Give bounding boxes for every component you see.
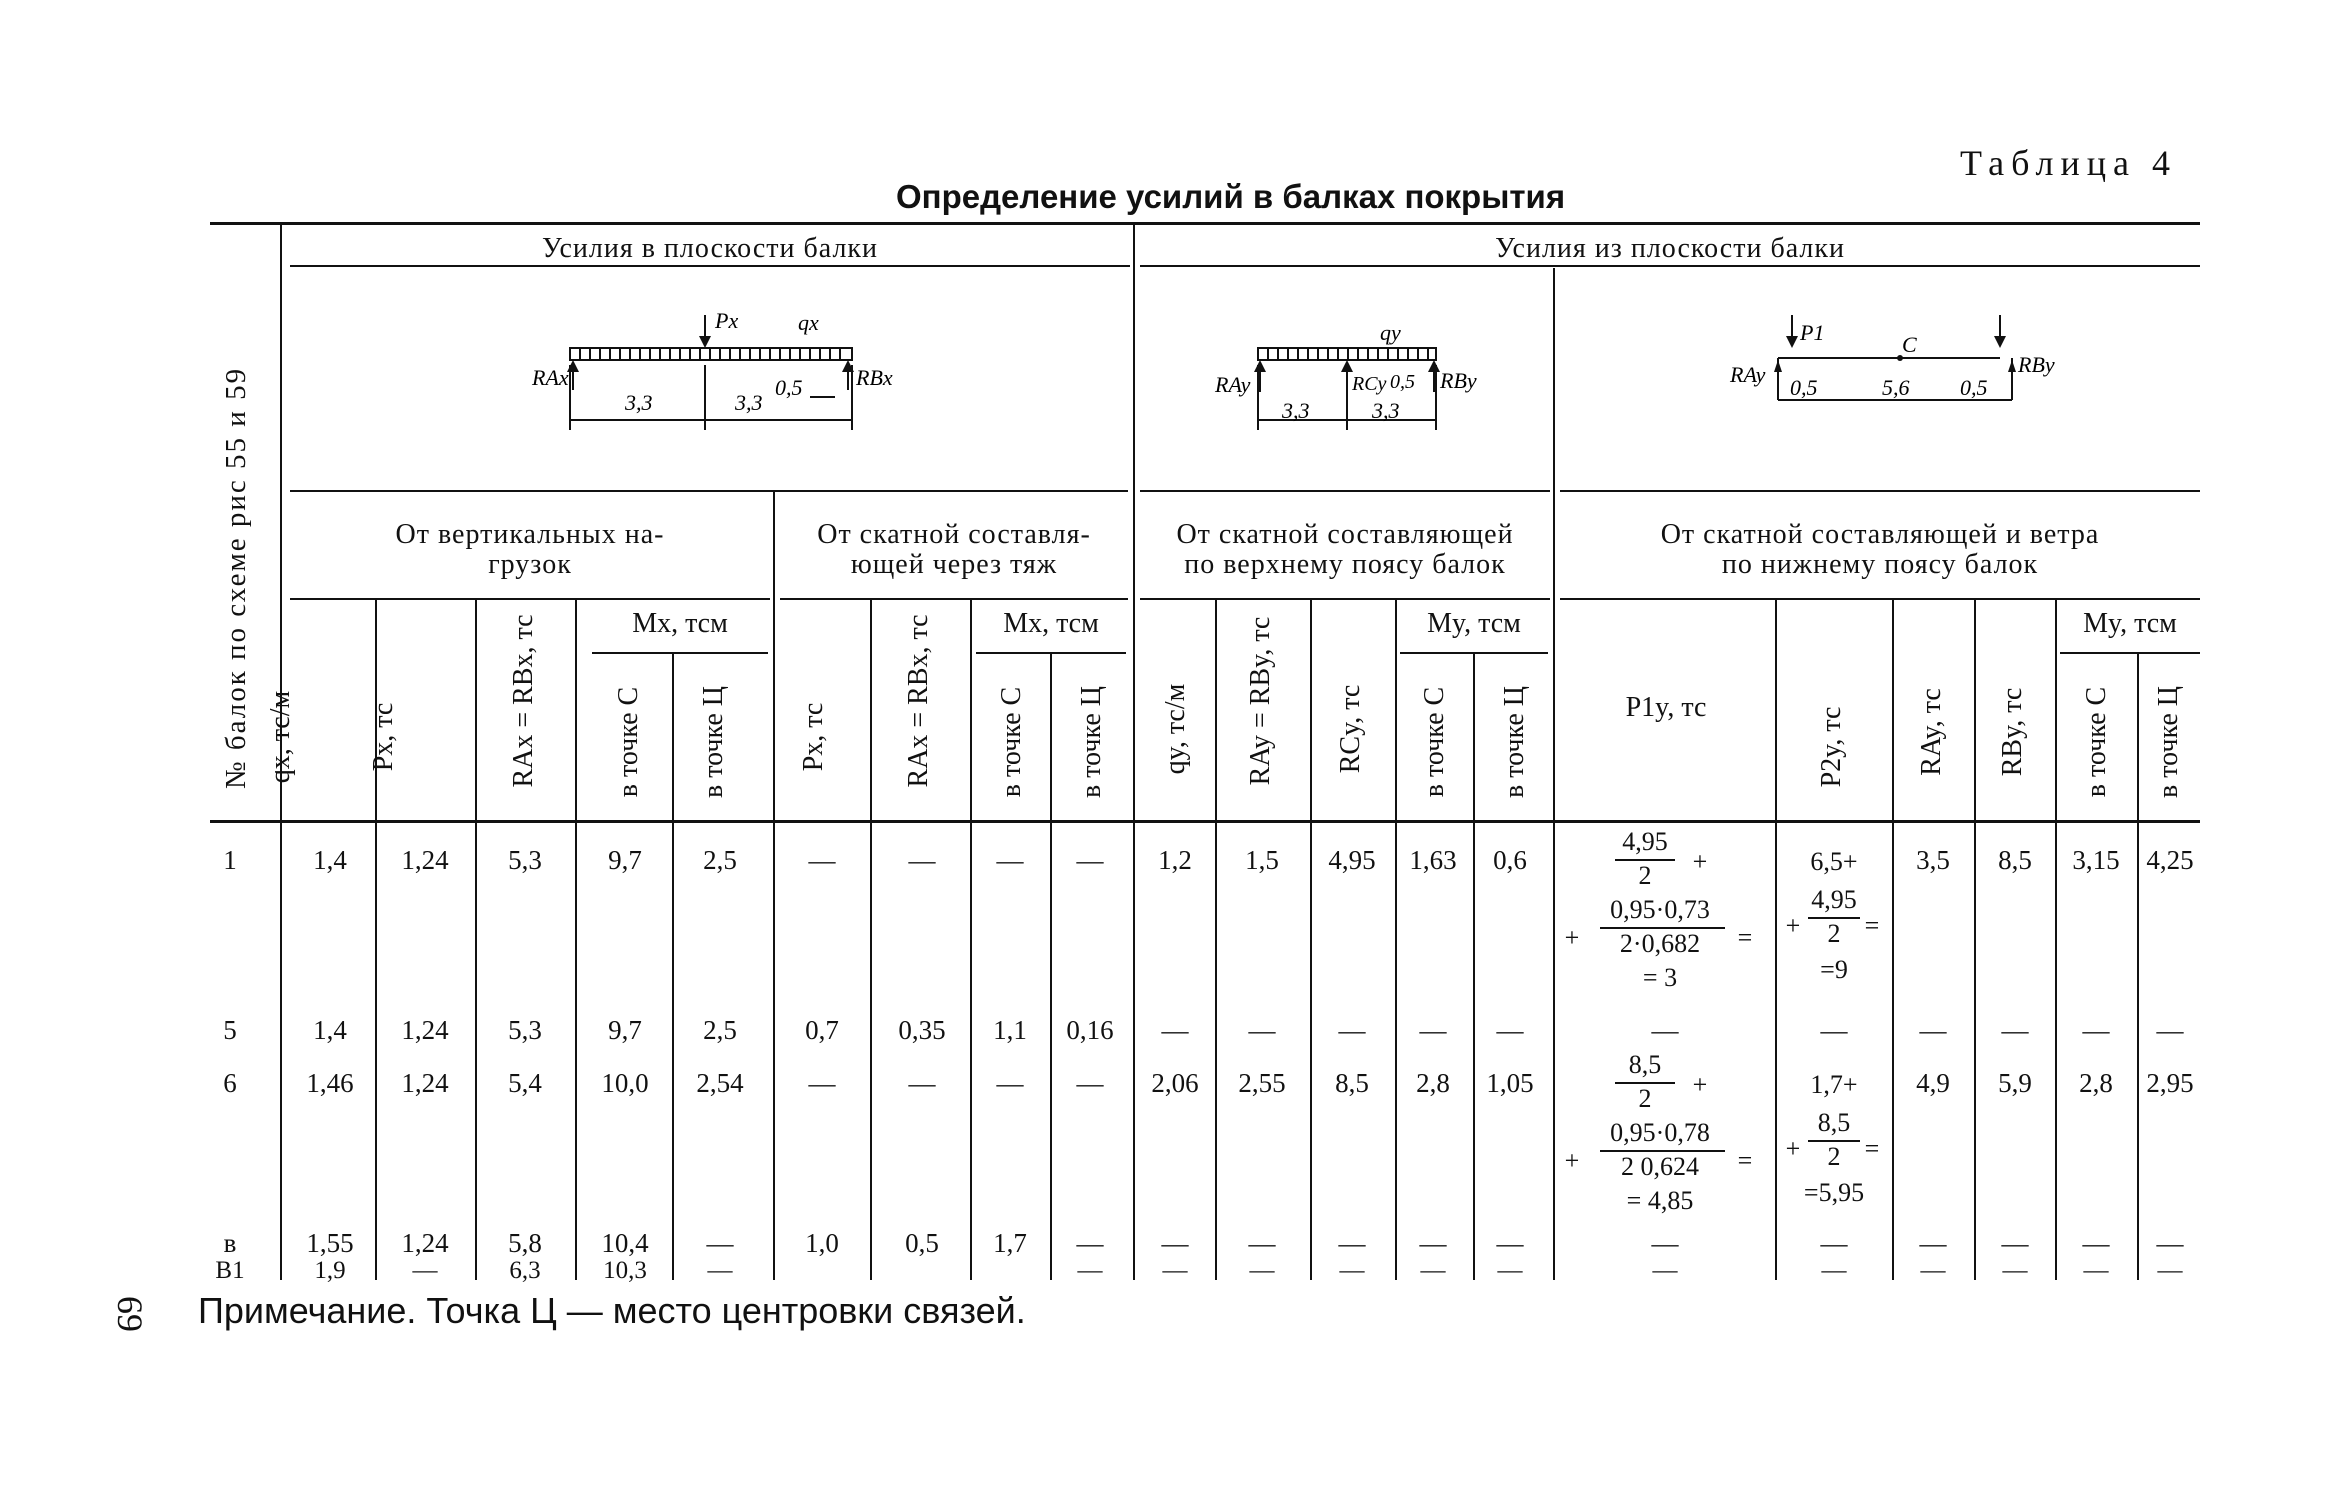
table-cell: — [1248, 1015, 1276, 1045]
table-cell: 2,55 [1238, 1068, 1286, 1098]
table-cell: — [1076, 845, 1104, 875]
table-cell: 0,5 [905, 1228, 939, 1258]
table-cell: 5,3 [508, 1015, 542, 1045]
table-cell: — [707, 1257, 733, 1284]
table-cell: — [2156, 1228, 2184, 1258]
table-cell: — [706, 1228, 734, 1258]
table-cell: — [1076, 1228, 1104, 1258]
header-point-c-2: в точке С [996, 686, 1027, 798]
header-mx-2: Mx, тсм [1003, 608, 1099, 639]
row-id: 5 [223, 1015, 237, 1045]
subgroup-line: От скатной составляющей и ветра [1660, 519, 2100, 550]
table-cell: 8,5 [1998, 845, 2032, 875]
table-cell: 1,2 [1158, 845, 1192, 875]
subgroup-line: ющей через тяж [850, 549, 1058, 580]
table-cell: 1,5 [1245, 845, 1279, 875]
subgroup-slope-tie [780, 520, 1128, 580]
fraction-result: = 3 [1642, 963, 1678, 992]
label-dim1: 0,5 [1790, 375, 1818, 400]
table-cell: 10,0 [601, 1068, 649, 1098]
table-cell: — [1919, 1228, 1947, 1258]
subgroup-vertical [290, 520, 770, 580]
beam-diagram-out-plane-1 [1140, 300, 1550, 460]
fraction-denominator: 2·0,682 [1619, 929, 1701, 958]
table-cell: 5,3 [508, 845, 542, 875]
table-cell: — [1920, 1257, 1946, 1284]
label-c: C [1902, 332, 1917, 357]
table-cell: — [2083, 1257, 2109, 1284]
operator: = [1737, 923, 1753, 952]
table-cell: 2,06 [1151, 1068, 1199, 1098]
row-id: 6 [223, 1068, 237, 1098]
label-dim3: 0,5 [775, 375, 803, 400]
table-cell: 5,9 [1998, 1068, 2032, 1098]
table-cell: 2,5 [703, 845, 737, 875]
table-title: Определение усилий в балках покрытия [896, 178, 1566, 215]
table-cell: — [1919, 1015, 1947, 1045]
label-dim2: 3,3 [1372, 398, 1400, 423]
table-cell: — [1820, 1015, 1848, 1045]
page-number: 69 [110, 1296, 150, 1332]
label-px: Px [715, 308, 739, 333]
table-cell: 2,5 [703, 1015, 737, 1045]
table-cell: — [2157, 1257, 2183, 1284]
table-cell: 1,05 [1486, 1068, 1534, 1098]
label-ray: RAy [1215, 372, 1251, 397]
fraction-numerator: 4,95 [1811, 885, 1857, 914]
table-cell: — [1651, 1228, 1679, 1258]
beam-diagram-in-plane [290, 300, 1130, 460]
table-cell: 8,5 [1335, 1068, 1369, 1098]
table-cell: — [1161, 1015, 1189, 1045]
table-cell: 9,7 [608, 845, 642, 875]
table-cell: 3,5 [1916, 845, 1950, 875]
table-cell: — [1496, 1015, 1524, 1045]
table-cell: 1,9 [314, 1257, 346, 1284]
table-cell: — [2082, 1015, 2110, 1045]
table-cell: 9,7 [608, 1015, 642, 1045]
fraction-denominator: 2 [1827, 1142, 1841, 1171]
table-cell: 1,24 [401, 1015, 449, 1045]
group-in-plane: Усилия в плоскости балки [541, 233, 879, 264]
table-cell: 1,24 [401, 1228, 449, 1258]
label-dim2: 3,3 [735, 390, 763, 415]
fraction-result: =5,95 [1803, 1178, 1865, 1207]
table-cell: — [1338, 1228, 1366, 1258]
table-cell: 1,46 [306, 1068, 354, 1098]
operator: = [1864, 911, 1880, 940]
subgroup-line: грузок [488, 549, 572, 580]
header-px-2: Px, тс [798, 702, 829, 772]
fraction-numerator: 0,95·0,78 [1610, 1118, 1710, 1147]
table-note: Примечание. Точка Ц — место центровки связей. [198, 1290, 1026, 1331]
subgroup-line: От скатной составляющей [1176, 519, 1514, 550]
table-cell: — [1651, 1015, 1679, 1045]
expression-text: 1,7+ [1810, 1070, 1858, 1099]
table-cell: — [996, 1068, 1024, 1098]
operator: = [1737, 1146, 1753, 1175]
fraction-numerator: 4,95 [1622, 827, 1668, 856]
header-mx-1: Mx, тсм [632, 608, 728, 639]
header-qy: qy, тс/м [1160, 683, 1191, 775]
label-rbx: RBx [856, 365, 893, 390]
table-cell: — [996, 845, 1024, 875]
table-cell: — [1162, 1257, 1188, 1284]
header-point-c-1: в точке С [613, 686, 644, 798]
table-cell: 10,3 [603, 1257, 647, 1284]
table-cell: 4,25 [2146, 845, 2194, 875]
table-cell: 4,95 [1328, 845, 1376, 875]
subgroup-slope-top [1140, 520, 1550, 580]
label-ray: RAy [1730, 362, 1766, 387]
fraction-denominator: 2 [1638, 1084, 1652, 1113]
header-point-c-4: в точке С [2081, 686, 2112, 798]
table-cell: — [1820, 1228, 1848, 1258]
table-cell: — [808, 845, 836, 875]
header-ra-rb-x-1: RAx = RBx, тс [508, 614, 539, 788]
fraction-denominator: 2 [1827, 919, 1841, 948]
table-cell: 1,55 [306, 1228, 354, 1258]
table-cell: 3,15 [2072, 845, 2120, 875]
table-cell: 2,95 [2146, 1068, 2194, 1098]
table-cell: — [1496, 1228, 1524, 1258]
header-qx: qx, тс/м [265, 690, 296, 784]
table-cell: — [908, 1068, 936, 1098]
table-cell: — [2001, 1015, 2029, 1045]
table-cell: 1,4 [313, 845, 347, 875]
operator: = [1864, 1134, 1880, 1163]
table-cell: 1,4 [313, 1015, 347, 1045]
table-cell: 4,9 [1916, 1068, 1950, 1098]
label-dim2: 5,6 [1882, 375, 1910, 400]
label-rby: RBy [1440, 368, 1477, 393]
header-ra-rb-x-2: RAx = RBx, тс [903, 614, 934, 788]
operator: + [1564, 923, 1580, 952]
row-id: 1 [223, 845, 237, 875]
header-p1y: P1y, тс [1625, 692, 1707, 723]
table-cell: 0,6 [1493, 845, 1527, 875]
table-cell: — [2156, 1015, 2184, 1045]
table-cell: 5,4 [508, 1068, 542, 1098]
table-cell: — [2082, 1228, 2110, 1258]
subgroup-line: От скатной составля- [817, 519, 1091, 550]
fraction-result: =9 [1820, 955, 1848, 984]
operator: + [1692, 1070, 1708, 1099]
label-rax: RAx [532, 365, 569, 390]
expression-text: 6,5+ [1810, 847, 1858, 876]
label-dim3: 0,5 [1390, 371, 1415, 393]
row-id: в [223, 1228, 237, 1258]
table-cell: — [1821, 1257, 1847, 1284]
header-ra-rb-y: RAy = RBy, тс [1245, 616, 1276, 786]
table-cell: — [1076, 1068, 1104, 1098]
header-point-ts-3: в точке Ц [1499, 686, 1530, 798]
table-cell: — [1497, 1257, 1523, 1284]
table-cell: — [1338, 1015, 1366, 1045]
label-p1: P1 [1800, 320, 1825, 345]
table-cell: — [1249, 1257, 1275, 1284]
table-cell: 0,7 [805, 1015, 839, 1045]
table-cell: — [908, 845, 936, 875]
header-my-2: My, тсм [2083, 608, 2177, 639]
table-cell: 2,8 [1416, 1068, 1450, 1098]
table-label: Таблица 4 [1960, 143, 2177, 183]
beam-diagram-out-plane-2 [1560, 300, 2200, 460]
label-rby: RBy [2018, 352, 2055, 377]
table-cell: — [1161, 1228, 1189, 1258]
table-cell: 2,8 [2079, 1068, 2113, 1098]
subgroup-line: От вертикальных на- [395, 519, 665, 550]
header-point-ts-2: в точке Ц [1076, 686, 1107, 798]
table-cell: — [412, 1257, 438, 1284]
subgroup-slope-wind [1560, 520, 2200, 580]
table-cell: 1,0 [805, 1228, 839, 1258]
table-cell: 10,4 [601, 1228, 649, 1258]
operator: + [1785, 911, 1801, 940]
table-cell: — [808, 1068, 836, 1098]
subgroup-line: по верхнему поясу балок [1184, 549, 1506, 580]
table-cell: 5,8 [508, 1228, 542, 1258]
header-point-ts-1: в точке Ц [698, 686, 729, 798]
fraction-result: = 4,85 [1626, 1186, 1694, 1215]
subgroup-line: по нижнему поясу балок [1721, 549, 2039, 580]
table-cell: — [1652, 1257, 1678, 1284]
fraction-numerator: 0,95·0,73 [1610, 895, 1710, 924]
header-p2y: P2y, тс [1816, 706, 1847, 788]
table-cell: 0,35 [898, 1015, 946, 1045]
header-rc-y: RCy, тс [1335, 684, 1366, 774]
table-cell: — [1419, 1015, 1447, 1045]
label-qy: qy [1380, 320, 1401, 345]
header-px-1: Px, тс [368, 702, 399, 772]
table-cell: — [1248, 1228, 1276, 1258]
fraction-denominator: 2 0,624 [1621, 1152, 1699, 1181]
row-id: B1 [215, 1257, 245, 1284]
table-cell: 6,3 [509, 1257, 541, 1284]
table-cell: 1,24 [401, 1068, 449, 1098]
header-point-c-3: в точке С [1419, 686, 1450, 798]
table-cell: — [2002, 1257, 2028, 1284]
fraction-denominator: 2 [1638, 861, 1652, 890]
table-cell: 0,16 [1066, 1015, 1114, 1045]
header-my-1: My, тсм [1427, 608, 1521, 639]
fraction-numerator: 8,5 [1628, 1050, 1662, 1079]
header-rb-y: RBy, тс [1997, 687, 2028, 777]
label-dim1: 3,3 [625, 390, 653, 415]
row-header: № балок по схеме рис 55 и 59 [220, 366, 252, 790]
table-cell: 2,54 [696, 1068, 744, 1098]
table-cell: — [1077, 1257, 1103, 1284]
label-dim3: 0,5 [1960, 375, 1988, 400]
header-point-ts-4: в точке Ц [2153, 686, 2184, 798]
operator: + [1785, 1134, 1801, 1163]
operator: + [1692, 847, 1708, 876]
label-rcy: RCy [1352, 373, 1387, 395]
table-cell: 1,24 [401, 845, 449, 875]
table-cell: — [2001, 1228, 2029, 1258]
operator: + [1564, 1146, 1580, 1175]
table-cell: 1,7 [993, 1228, 1027, 1258]
table-cell: 1,63 [1409, 845, 1457, 875]
table-cell: — [1339, 1257, 1365, 1284]
label-qx: qx [798, 310, 819, 335]
label-dim1: 3,3 [1282, 398, 1310, 423]
table-cell: — [1419, 1228, 1447, 1258]
table-cell: 1,1 [993, 1015, 1027, 1045]
fraction-numerator: 8,5 [1817, 1108, 1851, 1137]
table-cell: — [1420, 1257, 1446, 1284]
header-ra-y: RAy, тс [1916, 688, 1947, 776]
group-out-plane: Усилия из плоскости балки [1495, 233, 1845, 264]
